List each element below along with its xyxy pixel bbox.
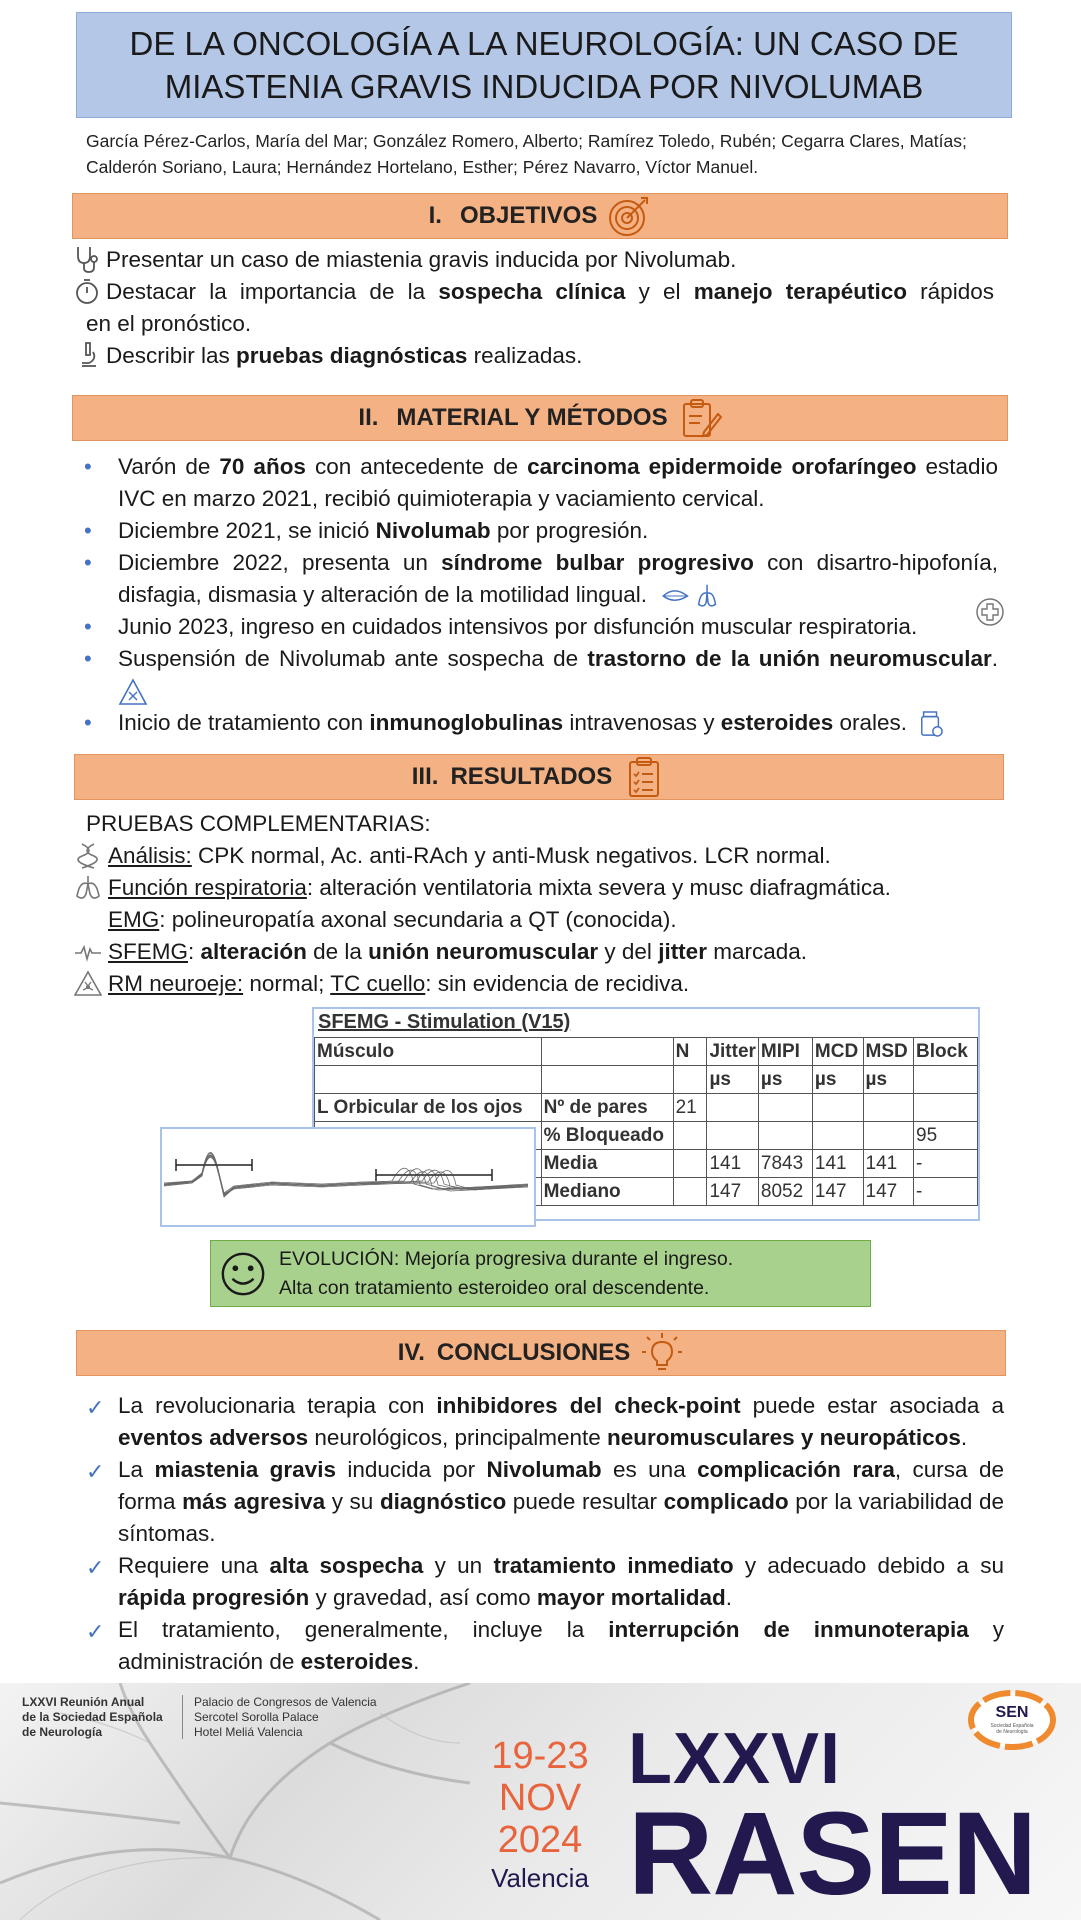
header-n: N	[673, 1038, 707, 1066]
check-icon: ✓	[86, 1619, 105, 1644]
dna-icon	[74, 842, 102, 870]
cell	[673, 1066, 707, 1094]
metodos-item-5	[80, 643, 998, 707]
bold: Nivolumab	[486, 1457, 602, 1482]
text: El tratamiento, generalmente, incluye la	[118, 1617, 609, 1642]
text: puede estar asociada a	[740, 1393, 1004, 1418]
target-icon	[607, 194, 651, 238]
objetivo-2-text-b: y el	[625, 279, 694, 304]
conclusiones-list	[86, 1390, 1004, 1678]
bold: esteroides	[720, 710, 834, 735]
section-number: IV.	[397, 1339, 425, 1366]
section-title: MATERIAL Y MÉTODOS	[396, 404, 668, 431]
label: EMG	[108, 907, 160, 932]
header-block: Block	[914, 1038, 978, 1066]
sfemg-waveform-image	[160, 1127, 536, 1227]
bold: alteración	[200, 939, 307, 964]
bold: rápida progresión	[118, 1585, 310, 1610]
conclusion-item-3	[86, 1550, 1004, 1614]
text: intravenosas y	[563, 710, 721, 735]
section-title: CONCLUSIONES	[436, 1339, 631, 1366]
unit-cell: µs	[758, 1066, 812, 1094]
microscope-icon	[74, 340, 100, 370]
check-icon: ✓	[86, 1555, 105, 1580]
text: La	[118, 1457, 155, 1482]
objetivo-item-1	[74, 244, 736, 276]
check-icon: ✓	[86, 1459, 105, 1484]
cell	[758, 1094, 812, 1122]
text: estadio IVC en marzo 2021, recibió quimioterapia y vaciamiento cervical.	[118, 454, 999, 511]
cell	[914, 1066, 978, 1094]
checklist-icon	[622, 755, 666, 799]
warning-triangle-icon	[118, 678, 148, 706]
row-label: % Bloqueado	[541, 1122, 673, 1150]
text: y su	[325, 1489, 380, 1514]
bold: inhibidores del check-point	[436, 1393, 741, 1418]
cell	[914, 1094, 978, 1122]
unit-cell: µs	[863, 1066, 914, 1094]
text: orales.	[833, 710, 908, 735]
section-number: III.	[411, 763, 439, 790]
pulse-wave-icon	[74, 938, 102, 966]
bold: neuromusculares y neuropáticos	[607, 1425, 961, 1450]
text: Diciembre 2021, se inició	[118, 518, 376, 543]
text: con antecedente de	[305, 454, 528, 479]
pill-bottle-icon	[919, 710, 943, 738]
objetivo-3-bold: pruebas diagnósticas	[236, 343, 468, 368]
bold: jitter	[658, 939, 707, 964]
text: por progresión.	[490, 518, 649, 543]
objetivo-3-text-b: realizadas.	[467, 343, 583, 368]
text: es una	[601, 1457, 698, 1482]
medical-cross-icon	[975, 597, 1005, 627]
text: con disartro-hipofonía, disfagia, dismasia y alteración de la motilidad lingual.	[118, 550, 998, 607]
footer-venue	[194, 1695, 377, 1740]
authors: García Pérez-Carlos, María del Mar; González Romero, Alberto; Ramírez Toledo, Rubén; Cegarra Clares, Matías; Calderón Soriano, Laura; Hernández Hortelano, Esther; Pérez Navarro, Víctor Manuel.	[86, 131, 967, 177]
smiley-face-icon	[219, 1250, 267, 1298]
cell	[673, 1178, 707, 1206]
text: Diciembre 2022, presenta un	[118, 550, 442, 575]
resultado-item-sfemg	[74, 936, 807, 968]
bold: mayor mortalidad	[536, 1585, 726, 1610]
conclusion-item-4	[86, 1614, 1004, 1678]
text: :	[188, 939, 201, 964]
bold: esteroides	[300, 1649, 414, 1674]
bold: carcinoma epidermoide orofaríngeo	[527, 454, 917, 479]
org-line: de la Sociedad Española	[22, 1710, 163, 1724]
cell: 147	[812, 1178, 863, 1206]
footer-dates	[480, 1735, 600, 1895]
text: Inicio de tratamiento con	[118, 710, 370, 735]
text: : polineuropatía axonal secundaria a QT (conocida).	[159, 907, 677, 932]
section-title: OBJETIVOS	[459, 202, 598, 229]
text: Suspensión de Nivolumab ante sospecha de	[118, 646, 588, 671]
unit-cell: µs	[812, 1066, 863, 1094]
bold: alta sospecha	[269, 1553, 424, 1578]
stethoscope-icon	[74, 244, 100, 274]
metodos-item-4	[80, 611, 998, 643]
metodos-item-2	[80, 515, 998, 547]
evolucion-box	[210, 1240, 871, 1307]
date-days: 19-23	[491, 1735, 589, 1777]
venue-line: Hotel Meliá Valencia	[194, 1725, 303, 1739]
text: marcada.	[706, 939, 807, 964]
row-label: Mediano	[541, 1178, 673, 1206]
org-line: LXXVI Reunión Anual	[22, 1695, 145, 1709]
text: CPK normal, Ac. anti-RAch y anti-Musk negativos. LCR normal.	[191, 843, 831, 868]
resultados-subtitle: PRUEBAS COMPLEMENTARIAS:	[86, 811, 431, 836]
check-icon: ✓	[86, 1395, 105, 1420]
footer-org	[22, 1695, 163, 1740]
unit-cell: µs	[707, 1066, 758, 1094]
cell: -	[914, 1178, 978, 1206]
cell	[707, 1122, 758, 1150]
text: y adecuado debido a su	[733, 1553, 1004, 1578]
table-row	[315, 1066, 978, 1094]
cell: 21	[673, 1094, 707, 1122]
title-line-2: MIASTENIA GRAVIS INDUCIDA POR NIVOLUMAB	[164, 68, 924, 105]
conclusion-item-2	[86, 1454, 1004, 1550]
text: .	[991, 646, 998, 671]
table-row	[315, 1038, 978, 1066]
objetivo-2-text-c: rápidos	[906, 279, 994, 304]
cell: 141	[707, 1150, 758, 1178]
text: Junio 2023, ingreso en cuidados intensivos por disfunción muscular respiratoria.	[118, 614, 918, 639]
cell	[707, 1094, 758, 1122]
section-number: II.	[358, 404, 379, 431]
header-mcd: MCD	[812, 1038, 863, 1066]
cell: 95	[914, 1122, 978, 1150]
objetivo-3-text-a: Describir las	[106, 343, 237, 368]
bold: tratamiento inmediato	[493, 1553, 734, 1578]
cell	[863, 1094, 914, 1122]
waveform-traces	[162, 1129, 530, 1221]
objetivo-item-3	[74, 340, 582, 372]
label: RM neuroeje:	[108, 971, 244, 996]
org-line: de Neurología	[22, 1725, 103, 1739]
bold: 70 años	[219, 454, 306, 479]
sen-logo-text: SEN	[995, 1704, 1029, 1721]
sen-sub-line: de Neurología	[996, 1729, 1028, 1735]
venue-line: Palacio de Congresos de Valencia	[194, 1695, 377, 1709]
resultado-item-emg	[74, 904, 677, 936]
text: normal;	[243, 971, 331, 996]
muscle-cell: L Orbicular de los ojos	[315, 1094, 542, 1122]
bold: unión neuromuscular	[368, 939, 599, 964]
text: : alteración ventilatoria mixta severa y musc diafragmática.	[306, 875, 891, 900]
objetivo-item-2	[74, 276, 994, 340]
text: de la	[306, 939, 369, 964]
header-mipi: MIPI	[758, 1038, 812, 1066]
date-year: 2024	[497, 1819, 583, 1861]
bold: Nivolumab	[375, 518, 491, 543]
objetivo-2-bold-a: sospecha clínica	[438, 279, 626, 304]
cell: -	[914, 1150, 978, 1178]
resultado-item-respiratoria	[74, 872, 891, 904]
objetivo-text-1: Presentar un caso de miastenia gravis inducida por Nivolumab.	[106, 247, 737, 272]
section-objetivos-header	[72, 193, 1008, 239]
sfemg-table-title: SFEMG - Stimulation (V15)	[318, 1011, 571, 1033]
cell	[315, 1066, 542, 1094]
cell: 147	[863, 1178, 914, 1206]
text: y gravedad, así como	[309, 1585, 537, 1610]
date-city: Valencia	[491, 1863, 589, 1893]
cell	[863, 1122, 914, 1150]
metodos-item-1	[80, 451, 998, 515]
evolucion-line-1: EVOLUCIÓN: Mejoría progresiva durante el ingreso.	[279, 1247, 734, 1270]
sen-sub-line: Sociedad Española	[990, 1723, 1034, 1729]
bold: eventos adversos	[118, 1425, 309, 1450]
cell: 147	[707, 1178, 758, 1206]
section-resultados-header	[74, 754, 1004, 800]
cell	[541, 1066, 673, 1094]
conclusion-item-1	[86, 1390, 1004, 1454]
footer-banner	[0, 1683, 1081, 1920]
metodos-list	[80, 451, 998, 739]
cell: 141	[812, 1150, 863, 1178]
text: y un	[423, 1553, 494, 1578]
label: TC cuello	[330, 971, 426, 996]
text: y administración de	[118, 1617, 1004, 1674]
stopwatch-icon	[74, 276, 100, 306]
resultado-item-imagen	[74, 968, 689, 1000]
sen-logo-subtitle	[966, 1723, 1058, 1735]
text: puede resultar	[506, 1489, 664, 1514]
cell	[673, 1122, 707, 1150]
label: SFEMG	[108, 939, 189, 964]
bold: complicado	[663, 1489, 789, 1514]
text: .	[960, 1425, 968, 1450]
text: neurológicos, principalmente	[308, 1425, 608, 1450]
metodos-item-3	[80, 547, 998, 611]
cell	[812, 1122, 863, 1150]
cell	[812, 1094, 863, 1122]
cell	[673, 1150, 707, 1178]
cell: 8052	[758, 1178, 812, 1206]
header-empty	[541, 1038, 673, 1066]
text: Requiere una	[118, 1553, 270, 1578]
text: : sin evidencia de recidiva.	[425, 971, 690, 996]
header-musculo: Músculo	[315, 1038, 542, 1066]
lungs-icon	[74, 874, 102, 902]
bold: síndrome bulbar progresivo	[441, 550, 754, 575]
text: Varón de	[118, 454, 220, 479]
section-title: RESULTADOS	[450, 763, 613, 790]
row-label: Nº de pares	[541, 1094, 673, 1122]
section-number: I.	[428, 202, 442, 229]
resultado-item-analisis	[74, 840, 831, 872]
bold: inmunoglobulinas	[369, 710, 564, 735]
text: , cursa de forma	[118, 1457, 1004, 1514]
header-msd: MSD	[863, 1038, 914, 1066]
section-metodos-header	[72, 395, 1008, 441]
brand-lxxvi: LXXVI	[628, 1719, 842, 1799]
text: por la variabilidad de síntomas.	[118, 1489, 1004, 1546]
objetivo-2-text-a: Destacar la importancia de la	[106, 279, 439, 304]
bold: trastorno de la unión neuromuscular	[587, 646, 992, 671]
table-row	[315, 1094, 978, 1122]
row-label: Media	[541, 1150, 673, 1178]
section-conclusiones-header	[76, 1330, 1006, 1376]
label: Análisis:	[108, 843, 192, 868]
text: y del	[598, 939, 659, 964]
bold: complicación rara	[697, 1457, 895, 1482]
title-line-1: DE LA ONCOLOGÍA A LA NEUROLOGÍA: UN CASO DE	[129, 25, 959, 62]
brand-rasen: RASEN	[628, 1788, 1037, 1920]
label: Función respiratoria	[108, 875, 307, 900]
footer-divider	[182, 1695, 183, 1739]
objetivo-2-bold-b: manejo terapéutico	[693, 279, 907, 304]
objetivo-2-line-2: en el pronóstico.	[86, 311, 252, 336]
date-month: NOV	[498, 1777, 582, 1819]
text: inducida por	[335, 1457, 487, 1482]
lightbulb-icon	[640, 1331, 684, 1375]
cell	[758, 1122, 812, 1150]
lips-lungs-icon	[659, 582, 729, 610]
title-banner	[76, 12, 1012, 118]
bold: interrupción de inmunoterapia	[608, 1617, 969, 1642]
bold: miastenia gravis	[154, 1457, 336, 1482]
metodos-item-6	[80, 707, 998, 739]
sen-logo	[966, 1687, 1058, 1753]
cell: 141	[863, 1150, 914, 1178]
text: .	[725, 1585, 732, 1610]
text: La revolucionaria terapia con	[118, 1393, 437, 1418]
bold: más agresiva	[182, 1489, 326, 1514]
bold: diagnóstico	[379, 1489, 507, 1514]
clipboard-pencil-icon	[678, 396, 722, 440]
cell: 7843	[758, 1150, 812, 1178]
evolucion-line-2: Alta con tratamiento esteroideo oral descendente.	[279, 1276, 710, 1299]
radiation-triangle-icon	[74, 970, 102, 998]
header-jitter: Jitter	[707, 1038, 758, 1066]
text: .	[413, 1649, 420, 1674]
venue-line: Sercotel Sorolla Palace	[194, 1710, 319, 1724]
